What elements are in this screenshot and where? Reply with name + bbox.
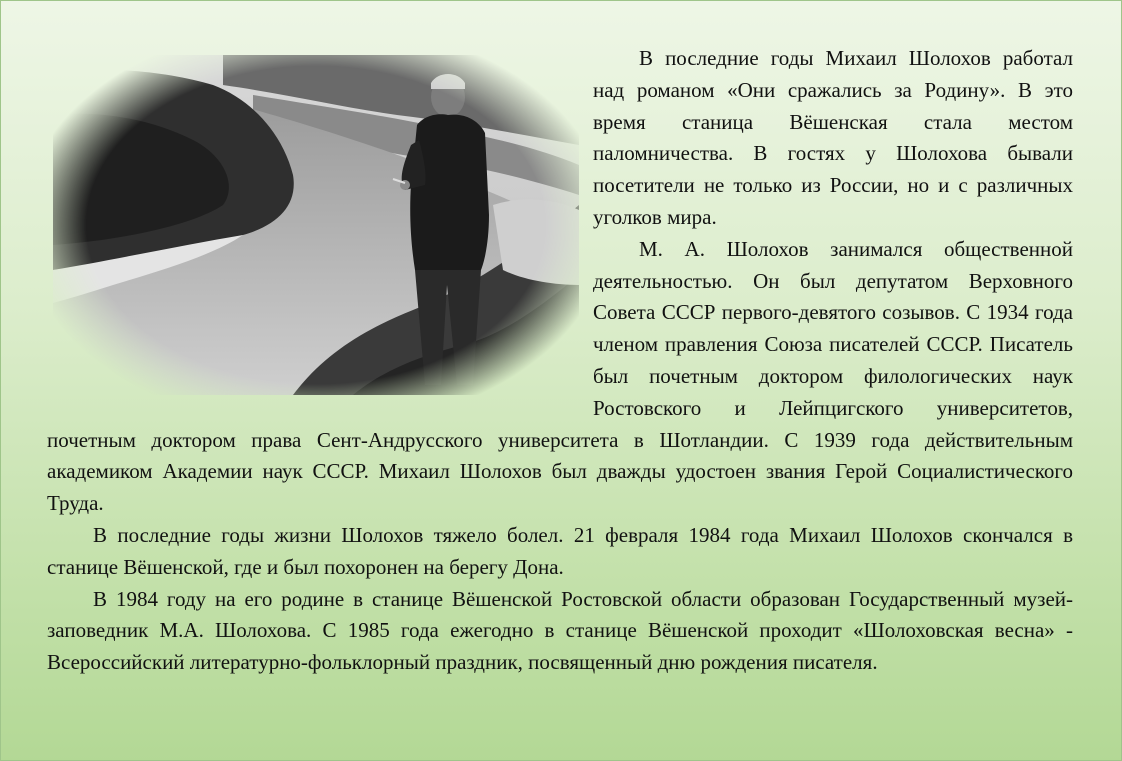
paragraph: В 1984 году на его родине в станице Вёшенской Ростовской области образован Государственный музей-заповедник М.А. Шолохова. С 1985 года ежегодно в станице Вёшенской проходит «Шолоховская весна» - Всероссийский литературно-фольклорный праздник, посвященный дню рождения писателя. — [47, 586, 1073, 675]
paragraph: В последние годы Михаил Шолохов работал над романом «Они сражались за Родину». В это время станица Вёшенская стала местом паломничества. В гостях у Шолохова бывали посетители не только из России, но и с различных уголков мира. — [593, 46, 1073, 229]
paragraph: В последние годы жизни Шолохов тяжело болел. 21 февраля 1984 года Михаил Шолохов скончался в станице Вёшенской, где и был похоронен на берегу Дона. — [47, 522, 1073, 579]
article-text — [47, 43, 1073, 679]
paragraph: М. А. Шолохов занимался общественной деятельностью. Он был депутатом Верховного Совета СССР первого-девятого созывов. С 1934 года членом правления Союза писателей СССР. Писатель был почетным доктором филологических наук Ростовского и Лейпцигского университетов, почетным доктором права Сент-Андрусского университета в Шотландии. С 1939 года действительным академиком Академии наук СССР. Михаил Шолохов был дважды удостоен звания Герой Социалистического Труда. — [47, 236, 1073, 516]
